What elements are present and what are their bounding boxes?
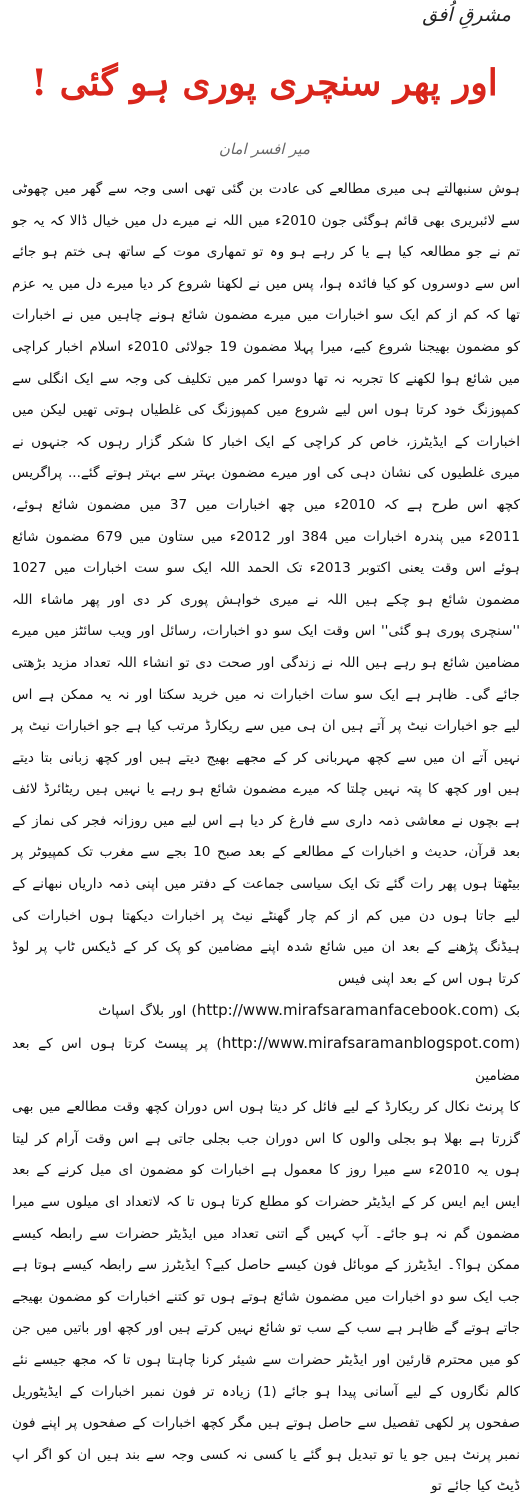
- newspaper-name: مشرقِ اُفق: [422, 4, 511, 26]
- blogspot-link[interactable]: http://www.mirafsaramanblogspot.com: [221, 1034, 515, 1053]
- paragraph-1: ہوش سنبھالتے ہی میری مطالعے کی عادت بن گئی تھی اسی وجہ سے گھر میں چھوٹی سے لائبریری بھی قائم ہوگئی جون 2010ء میں اللہ نے میرے دل میں خیال ڈالا کہ یہ جو تم نے جو مطالعہ کیا ہے یا کر رہے ہو وہ تو تمھاری موت کے ساتھ ہی ختم ہو جائے اس سے دوسروں کو کیا فائدہ ہوا، پس میں نے لکھنا شروع کر دیا میرے دل میں یہ عزم تھا کہ کم از کم ایک سو اخبارات میں میرے مضمون شائع ہونے چاہیں میں نے اخبارات کو مضمون بھیجنا شروع کیے، میرا پہلا مضمون 19 جولائی 2010ء اسلام اخبار کراچی میں شائع ہوا لکھنے کا تجربہ نہ تھا دوسرا کمر میں تکلیف کی وجہ سے ایک انگلی سے کمپوزنگ خود کرتا ہوں اس لیے شروع میں کمپوزنگ کی غلطیاں ہوتی تھیں لیکن میں اخبارات کے ایڈیٹرز، خاص کر کراچی کے ایک اخبار کا شکر گزار رہوں کہ جنہوں نے میری غلطیوں کی نشان دہی کی اور میرے مضمون بہتر سے بہتر ہوتے گئے... پراگریس کچھ اس طرح ہے کہ 2010ء میں چھ اخبارات میں 37 میں مضمون شائع ہوئے، 2011ء میں پندرہ اخبارات میں 384 اور 2012ء میں ستاون میں 679 مضمون شائع ہوئے اس وقت یعنی اکتوبر 2013ء تک الحمد اللہ ایک سو ست اخبارات میں 1027 مضمون شائع ہو چکے ہیں اللہ نے میری خواہش پوری کر دی اور پھر ماشاء اللہ ''سنچری پوری ہو گئی'' اس وقت ایک سو دو اخبارات، رسائل اور ویب سائٹز میں میرے مضامین شائع ہو رہے ہیں اللہ نے زندگی اور صحت دی تو انشاء اللہ تعداد مزید بڑھتی جائے گی۔ ظاہر ہے ایک سو سات اخبارات نہ میں خرید سکتا اور نہ یہ ممکن ہے اس لیے جو اخبارات نیٹ پر آتے ہیں ان ہی میں سے ریکارڈ مرتب کیا ہے جو اخبارات نیٹ پر نہیں آتے ان میں سے کچھ مہربانی کر کے مجھے بھیج دیتے ہیں اور کچھ زبانی بتا دیتے ہیں اور کچھ کا پتہ نہیں چلتا کہ میرے مضمون شائع ہو رہے یا نہیں ہیں ریٹائرڈ لائف ہے بچوں نے معاشی ذمہ داری سے فارغ کر دیا ہے اس لیے میں روزانہ فجر کی نماز کے بعد قرآن، حدیث و اخبارات کے مطالعے کے بعد صبح 10 بجے سے مغرب تک کمپیوٹر پر بیٹھتا ہوں پھر رات گئے تک ایک سیاسی جماعت کے دفتر میں اپنی ذمہ داریاں نبھانے کے لیے جاتا ہوں دن میں کم از کم چار گھنٹے نیٹ پر اخبارات دیکھتا ہوں اخبارات کی ہیڈنگ پڑھنے کے بعد ان میں شائع شدہ اپنے مضامین کو پک کر کے ڈیکس ٹاپ پر لوڈ کرتا ہوں اس کے بعد اپنی فیس: [12, 181, 520, 987]
- article-title: اور پھر سنچری پوری ہو گئی !: [31, 62, 498, 104]
- blogspot-link-line: [12, 1028, 520, 1092]
- article-body: [12, 174, 520, 1503]
- facebook-link-line: [12, 995, 520, 1028]
- blogspot-link-prefix: (: [514, 1036, 520, 1053]
- paragraph-2: کا پرنٹ نکال کر ریکارڈ کے لیے فائل کر دیتا ہوں اس دوران کچھ وقت مطالعے میں بھی گزرتا ہے بھلا ہو بجلی والوں کا اس دوران جب بجلی جاتی ہے اس وقت آرام کر لیتا ہوں یہ 2010ء سے میرا روز کا معمول ہے اخبارات کو مضمون ای میل کرنے کے بعد ایس ایم ایس کر کے ایڈیٹر حضرات کو مطلع کرتا ہوں تا کہ لاتعداد ای میلوں سے میرا مضمون گم نہ ہو جائے۔ آپ کہیں گے اتنی تعداد میں ایڈیٹر حضرات سے رابطہ کیسے ممکن ہوا؟۔ ایڈیٹرز کے موبائل فون کیسے حاصل کیے؟ ایڈیٹرز سے رابطہ کیسے ہوتا ہے جب ایک سو دو اخبارات میں مضمون شائع ہوتے ہوں تو کتنے اخبارات کو مضمون بھیجے جاتے ہوتے گے ظاہر ہے سب کے سب تو شائع نہیں کرتے ہیں اور کچھ اور باتیں میں جن کو میں محترم قارئین اور ایڈیٹر حضرات سے شیئر کرنا چاہتا ہوں تا کہ مجھ جیسے نئے کالم نگاروں کے لیے آسانی پیدا ہو جائے (1) زیادہ تر فون نمبر اخبارات کے ایڈیٹوریل صفحوں پر لکھی تفصیل سے حاصل ہوتے ہیں مگر کچھ اخبارات کے صفحوں پر اپنے فون نمبر پرنٹ ہیں جو یا تو تبدیل ہو گئے یا کسی نہ کسی وجہ سے بند ہیں ان کو اگر اپ ڈیٹ کیا جائے تو: [12, 1099, 520, 1495]
- facebook-link[interactable]: http://www.mirafsaramanfacebook.com: [196, 1001, 494, 1020]
- facebook-link-prefix: بک (: [493, 1003, 520, 1020]
- blogspot-link-suffix: ) پر پیسٹ کرتا ہوں اس کے بعد مضامین: [12, 1036, 520, 1084]
- facebook-link-suffix: ) اور بلاگ اسپاٹ: [98, 1003, 197, 1020]
- author-name: میر افسر امان: [218, 140, 311, 158]
